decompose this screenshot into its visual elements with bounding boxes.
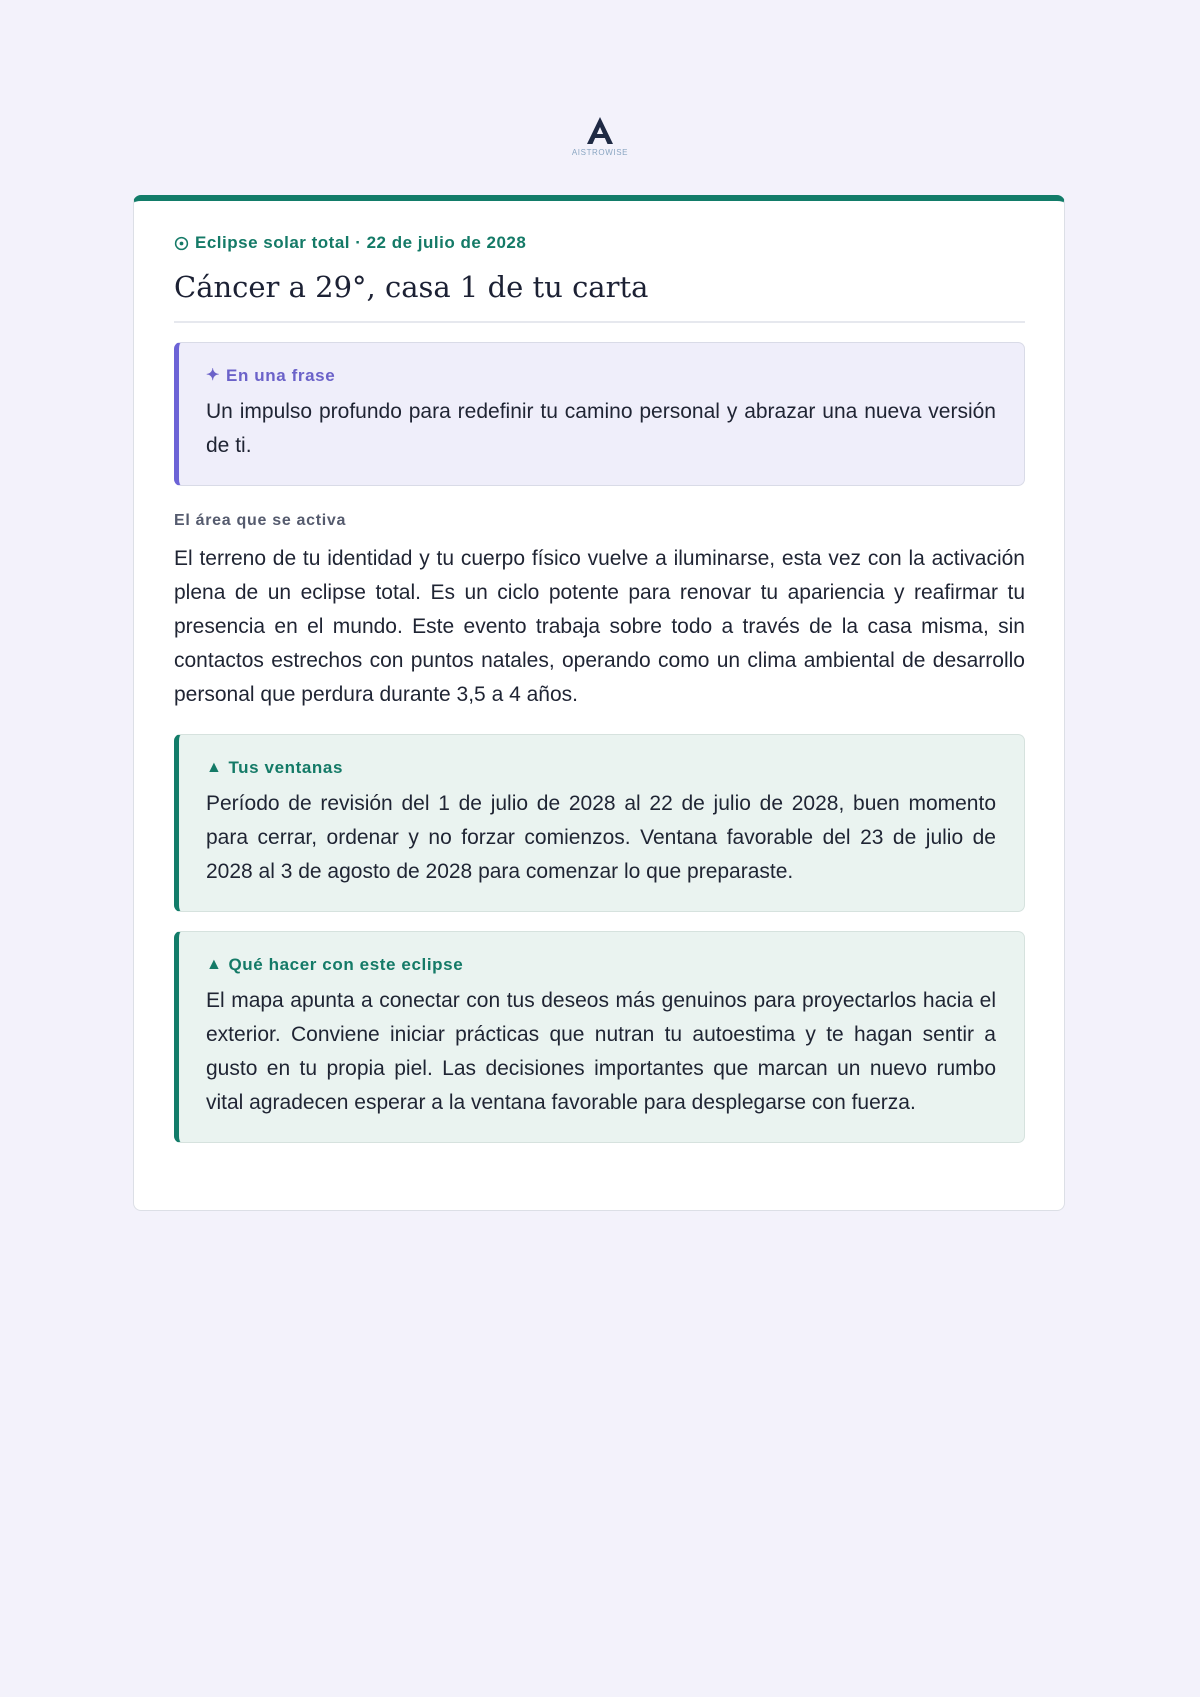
triangle-icon: ▲ <box>206 956 223 973</box>
eclipse-eyebrow <box>174 231 1025 255</box>
summary-text: Un impulso profundo para redefinir tu camino personal y abrazar una nueva versión de ti. <box>206 400 996 457</box>
summary-callout <box>174 342 1025 486</box>
page-title: Cáncer a 29°, casa 1 de tu carta <box>174 270 649 304</box>
brand-logo <box>0 114 1200 157</box>
actions-label <box>206 954 996 976</box>
windows-callout <box>174 734 1025 912</box>
windows-label <box>206 757 996 779</box>
windows-text: Período de revisión del 1 de julio de 2028 al 22 de julio de 2028, buen momento para cerrar, ordenar y no forzar comienzos. Ventana favorable del 23 de julio de 2028 al 3 de agosto de 2028 para comenzar lo que preparaste. <box>206 792 996 883</box>
divider <box>174 321 1025 323</box>
eclipse-type-date: Eclipse solar total · 22 de julio de 2028 <box>195 233 527 252</box>
eclipse-card <box>133 195 1065 1211</box>
triangle-icon: ▲ <box>206 759 223 776</box>
summary-label <box>206 365 996 387</box>
area-text: El terreno de tu identidad y tu cuerpo físico vuelve a iluminarse, esta vez con la activación plena de un eclipse total. Es un ciclo potente para renovar tu apariencia y reafirmar tu presencia en el mundo. Este evento trabaja sobre todo a través de la casa misma, sin contactos estrechos con puntos natales, operando como un clima ambiental de desarrollo personal que perdura durante 3,5 a 4 años. <box>174 547 1025 706</box>
sparkle-icon: ✦ <box>206 367 221 384</box>
actions-callout <box>174 931 1025 1143</box>
actions-text: El mapa apunta a conectar con tus deseos más genuinos para proyectarlos hacia el exterior. Conviene iniciar prácticas que nutran tu autoestima y te hagan sentir a gusto en tu propia piel. Las decisiones importantes que marcan un nuevo rumbo vital agradecen esperar a la ventana favorable para desplegarse con fuerza. <box>206 989 996 1114</box>
actions-label-text: Qué hacer con este eclipse <box>228 955 464 974</box>
area-label: El área que se activa <box>174 512 347 529</box>
logo-text: AISTROWISE <box>571 148 629 157</box>
target-icon <box>174 236 189 251</box>
windows-label-text: Tus ventanas <box>228 758 344 777</box>
summary-label-text: En una frase <box>226 366 336 385</box>
logo-a-icon <box>583 114 617 146</box>
